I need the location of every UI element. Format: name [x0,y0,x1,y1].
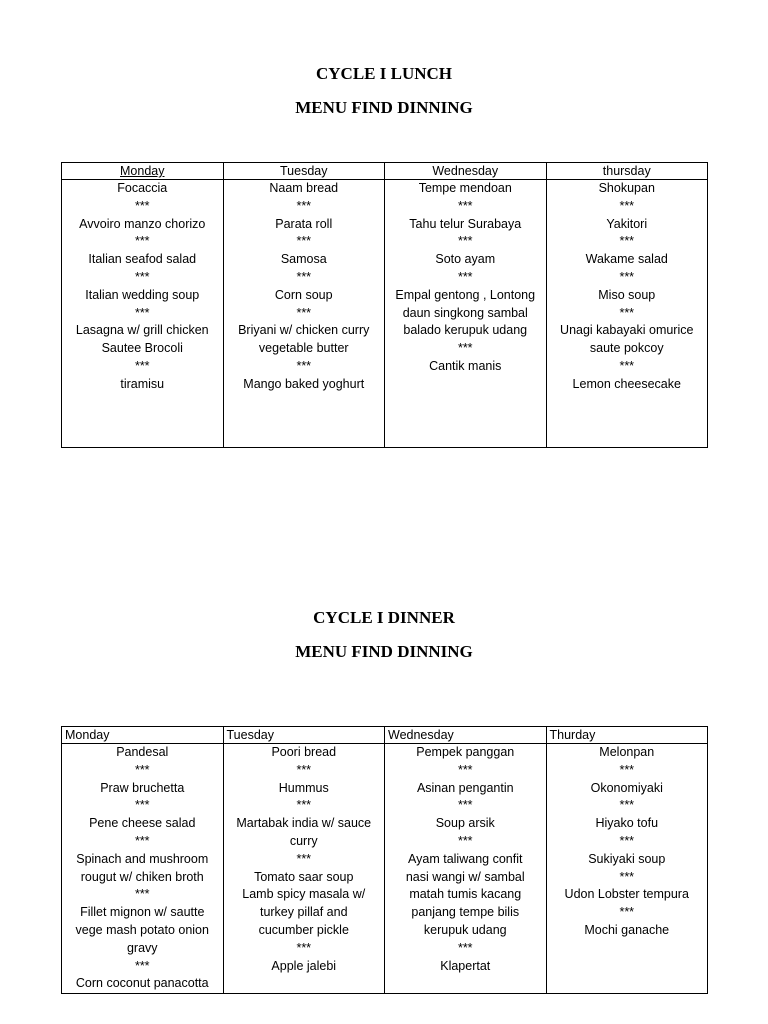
separator-stars: *** [457,833,473,848]
menu-item: Avvoiro manzo chorizo [79,216,206,231]
separator-stars: *** [619,905,635,920]
menu-cell-monday [62,744,224,994]
separator-stars: *** [296,305,312,320]
menu-item: nasi wangi w/ sambal [405,869,525,884]
header-wednesday: Wednesday [385,163,547,180]
separator-stars: *** [134,958,150,973]
separator-stars: *** [457,198,473,213]
menu-item: Corn coconut panacotta [75,976,209,991]
menu-item: Ayam taliwang confit [408,851,523,866]
separator-stars: *** [619,305,635,320]
separator-stars: *** [134,269,150,284]
separator-stars: *** [619,762,635,777]
menu-cell-tuesday [223,744,385,994]
header-thursday: Thurday [546,727,708,744]
menu-item: Melonpan [599,745,655,759]
separator-stars: *** [296,851,312,866]
menu-item: Tempe mendoan [418,181,512,195]
menu-item: Tomato saar soup [254,869,354,884]
header-tuesday: Tuesday [223,163,385,180]
menu-item: Unagi kabayaki omurice [560,323,694,338]
menu-cell-monday [62,180,224,448]
menu-item: balado kerupuk udang [403,323,528,338]
separator-stars: *** [134,358,150,373]
menu-item: curry [289,833,318,848]
separator-stars: *** [296,198,312,213]
menu-item: saute pokcoy [589,341,664,356]
menu-item: Klapertat [440,958,491,973]
header-wednesday: Wednesday [385,727,547,744]
menu-cell-wednesday [385,180,547,448]
lunch-title: CYCLE I LUNCH [315,64,453,83]
menu-cell-thursday [546,180,708,448]
menu-item: Lemon cheesecake [572,376,681,391]
menu-item: Fillet mignon w/ sautte [80,905,205,920]
menu-item: Shokupan [598,181,655,195]
menu-item: Yakitori [606,216,648,231]
menu-item: Mango baked yoghurt [243,376,365,391]
menu-item: Sautee Brocoli [101,341,183,356]
menu-item: Hiyako tofu [595,816,659,831]
menu-item: panjang tempe bilis [411,905,520,920]
table-row [62,744,708,994]
separator-stars: *** [296,269,312,284]
menu-item: Miso soup [598,287,656,302]
menu-item: Pempek panggan [416,745,515,759]
menu-item: Italian wedding soup [85,287,200,302]
header-tuesday: Tuesday [223,727,385,744]
separator-stars: *** [457,798,473,813]
menu-item: Lamb spicy masala w/ [242,887,366,902]
menu-item: Focaccia [117,181,168,195]
separator-stars: *** [296,940,312,955]
menu-item: turkey pillaf and [259,905,348,920]
menu-item: Hummus [278,780,329,795]
menu-item: Pandesal [116,745,169,759]
menu-item: Poori bread [271,745,337,759]
separator-stars: *** [134,798,150,813]
separator-stars: *** [619,269,635,284]
separator-stars: *** [134,234,150,249]
dinner-subtitle: MENU FIND DINNING [295,642,473,661]
menu-item: tiramisu [120,376,165,391]
separator-stars: *** [134,887,150,902]
menu-item: Martabak india w/ sauce [236,816,372,831]
dinner-menu-table [61,726,708,994]
menu-item: Praw bruchetta [100,780,185,795]
menu-item: Corn soup [274,287,333,302]
separator-stars: *** [296,234,312,249]
separator-stars: *** [619,198,635,213]
separator-stars: *** [134,762,150,777]
table-header-row [62,163,708,180]
menu-item: Wakame salad [585,252,668,267]
table-row [62,180,708,448]
separator-stars: *** [457,234,473,249]
separator-stars: *** [457,269,473,284]
separator-stars: *** [619,798,635,813]
separator-stars: *** [619,833,635,848]
menu-item: Soup arsik [435,816,495,831]
lunch-subtitle: MENU FIND DINNING [295,98,473,117]
menu-item: Udon Lobster tempura [564,887,689,902]
separator-stars: *** [457,762,473,777]
menu-item: vege mash potato onion [75,922,209,937]
menu-item: Italian seafod salad [88,252,197,267]
menu-item: Sukiyaki soup [588,851,666,866]
menu-item: Mochi ganache [584,922,670,937]
menu-item: gravy [126,940,158,955]
separator-stars: *** [619,869,635,884]
separator-stars: *** [619,358,635,373]
header-monday: Monday [62,163,224,180]
separator-stars: *** [619,234,635,249]
menu-cell-wednesday [385,744,547,994]
menu-item: Tahu telur Surabaya [409,216,522,231]
menu-item: Lasagna w/ grill chicken [75,323,209,338]
menu-item: Naam bread [269,181,339,195]
menu-item: Samosa [280,252,327,267]
menu-item: Okonomiyaki [590,780,663,795]
menu-item: rougut w/ chiken broth [80,869,204,884]
menu-item: Asinan pengantin [416,780,514,795]
dinner-title: CYCLE I DINNER [313,608,455,627]
separator-stars: *** [134,305,150,320]
menu-item: Apple jalebi [271,958,337,973]
menu-item: Briyani w/ chicken curry [238,323,370,338]
menu-cell-thursday [546,744,708,994]
separator-stars: *** [296,762,312,777]
menu-item: Soto ayam [435,252,496,267]
separator-stars: *** [296,358,312,373]
separator-stars: *** [457,341,473,356]
lunch-menu-table [61,162,708,448]
menu-item: Spinach and mushroom [76,851,209,866]
table-header-row [62,727,708,744]
menu-item: kerupuk udang [423,922,507,937]
menu-item: Pene cheese salad [89,816,196,831]
menu-cell-tuesday [223,180,385,448]
menu-item: Parata roll [275,216,333,231]
header-monday: Monday [62,727,224,744]
header-thursday: thursday [546,163,708,180]
separator-stars: *** [134,198,150,213]
menu-item: daun singkong sambal [402,305,528,320]
menu-item: Cantik manis [429,358,502,373]
menu-item: Empal gentong , Lontong [395,287,536,302]
menu-item: cucumber pickle [258,922,349,937]
separator-stars: *** [296,798,312,813]
separator-stars: *** [457,940,473,955]
menu-item: matah tumis kacang [409,887,522,902]
menu-item: vegetable butter [258,341,349,356]
separator-stars: *** [134,833,150,848]
